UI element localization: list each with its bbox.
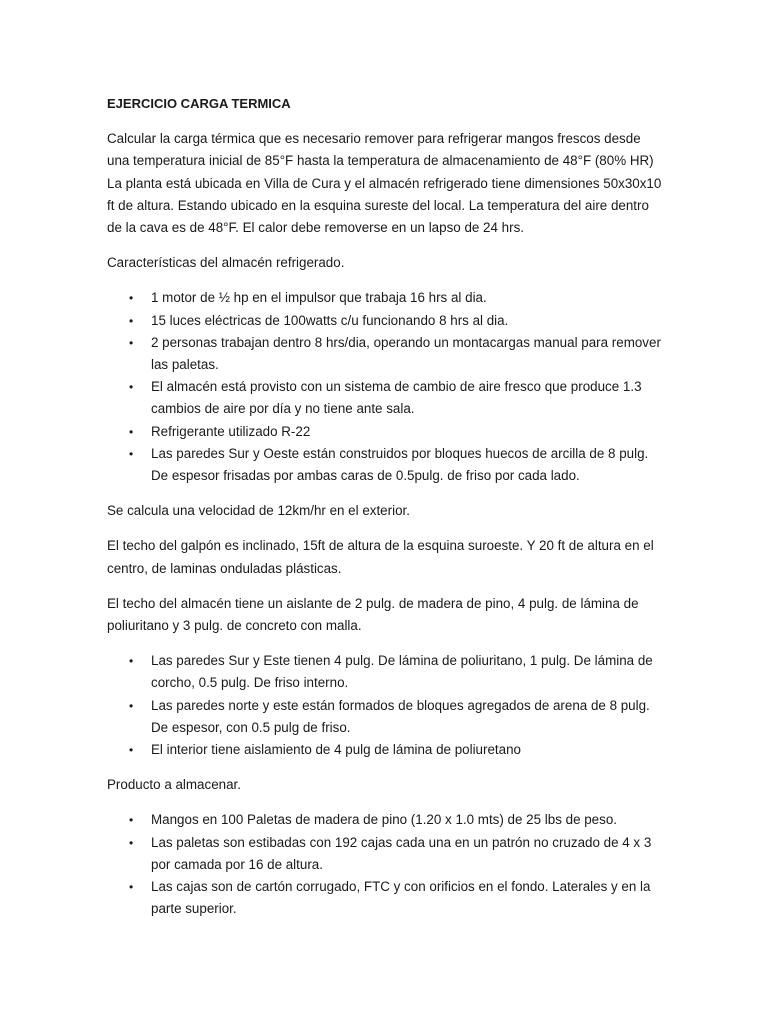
list-item (107, 876, 663, 920)
list-item (107, 809, 663, 831)
list-item (107, 421, 663, 443)
list-item (107, 695, 663, 739)
list-item-text: El interior tiene aislamiento de 4 pulg de lámina de poliuretano (151, 742, 521, 758)
bullet-icon: • (129, 446, 134, 461)
list-item (107, 287, 663, 309)
document-page (107, 93, 663, 934)
list-item-text: 15 luces eléctricas de 100watts c/u funcionando 8 hrs al dia. (151, 312, 509, 328)
list-item (107, 650, 663, 694)
bullet-icon: • (129, 654, 134, 669)
bullet-icon: • (129, 424, 134, 439)
list-item-text: Las paletas son estibadas con 192 cajas cada una en un patrón no cruzado de 4 x 3 por camada por 16 de altura. (151, 834, 652, 872)
product-heading: Producto a almacenar. (107, 777, 241, 793)
list-item-text: 2 personas trabajan dentro 8 hrs/dia, operando un montacargas manual para remover las paletas. (151, 334, 661, 373)
list-item (107, 376, 663, 420)
list-item (107, 443, 663, 487)
list-item-text: Las cajas son de cartón corrugado, FTC y con orificios en el fondo. Laterales y en la parte superior. (151, 879, 651, 917)
list-item (107, 332, 663, 376)
list-item-text: Las paredes Sur y Oeste están construidos por bloques huecos de arcilla de 8 pulg. De espesor frisadas por ambas caras de 0.5pulg. de friso por cada lado. (151, 445, 649, 484)
walls-list (107, 650, 663, 761)
characteristics-list (107, 287, 663, 487)
intro-paragraph: Calcular la carga térmica que es necesario remover para refrigerar mangos frescos desde una temperatura inicial de 85°F hasta la temperatura de almacenamiento de 48°F (80% HR) La planta está ubicada en Villa de Cura y el almacén refrigerado tiene dimensiones 50x30x10 ft de altura. Estando ubicado en la esquina sureste del local. La temperatura del aire dentro de la cava es de 48°F. El calor debe removerse en un lapso de 24 hrs. (107, 131, 662, 236)
list-item-text: Mangos en 100 Paletas de madera de pino (1.20 x 1.0 mts) de 25 lbs de peso. (151, 812, 617, 828)
product-list (107, 809, 663, 920)
list-item (107, 739, 663, 761)
document-title: EJERCICIO CARGA TERMICA (107, 96, 291, 111)
bullet-icon: • (129, 743, 134, 758)
bullet-icon: • (129, 291, 134, 306)
list-item-text: Las paredes norte y este están formados de bloques agregados de arena de 8 pulg. De espesor, con 0.5 pulg de friso. (151, 697, 650, 735)
bullet-icon: • (129, 813, 134, 828)
list-item-text: El almacén está provisto con un sistema de cambio de aire fresco que produce 1.3 cambios de aire por día y no tiene ante sala. (151, 379, 642, 417)
list-item-text: Refrigerante utilizado R-22 (151, 423, 311, 439)
bullet-icon: • (129, 313, 134, 328)
bullet-icon: • (129, 835, 134, 850)
roof-store-paragraph: El techo del almacén tiene un aislante de 2 pulg. de madera de pino, 4 pulg. de lámina de poliuritano y 3 pulg. de concreto con malla. (107, 595, 639, 634)
list-item-text: Las paredes Sur y Este tienen 4 pulg. De lámina de poliuritano, 1 pulg. De lámina de corcho, 0.5 pulg. De friso interno. (151, 653, 653, 691)
characteristics-heading: Características del almacén refrigerado. (107, 255, 345, 271)
list-item (107, 832, 663, 876)
bullet-icon: • (129, 380, 134, 395)
bullet-icon: • (129, 880, 134, 895)
list-item-text: 1 motor de ½ hp en el impulsor que trabaja 16 hrs al dia. (151, 290, 487, 306)
list-item (107, 310, 663, 332)
bullet-icon: • (129, 698, 134, 713)
wind-paragraph: Se calcula una velocidad de 12km/hr en el exterior. (107, 503, 410, 519)
roof-shed-paragraph: El techo del galpón es inclinado, 15ft de altura de la esquina suroeste. Y 20 ft de altura en el centro, de laminas onduladas plásticas. (107, 538, 654, 576)
bullet-icon: • (129, 335, 134, 350)
